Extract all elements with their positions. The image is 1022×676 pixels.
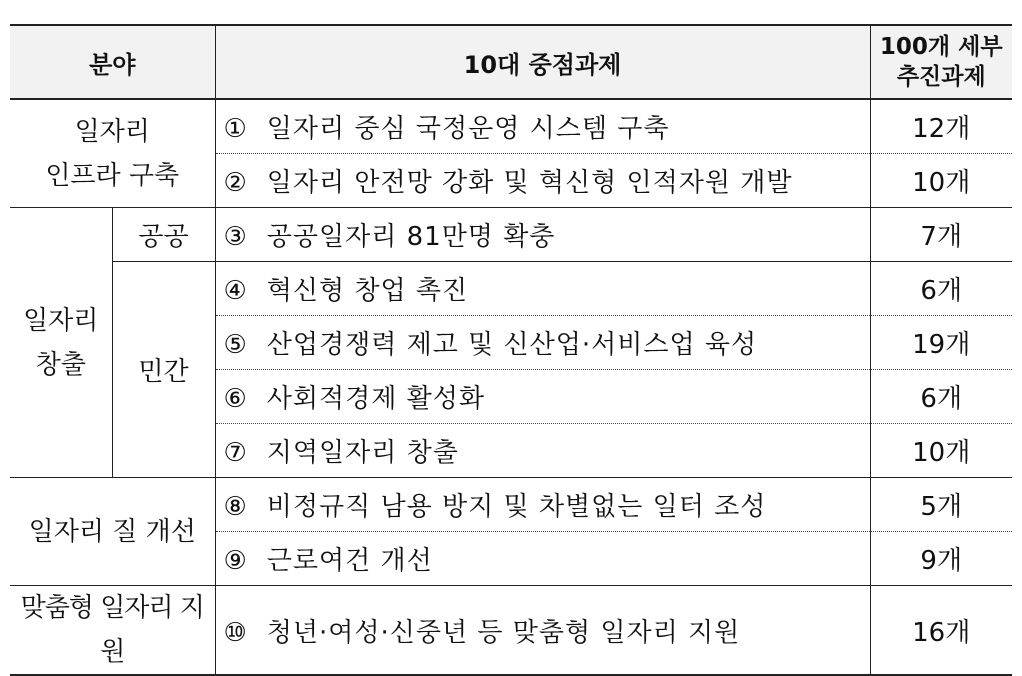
header-field: 분야	[10, 25, 215, 99]
count-cell: 6개	[870, 262, 1012, 316]
header-count-line1: 100개 세부	[879, 34, 1003, 60]
table-row	[10, 208, 1012, 262]
header-tasks: 10대 중점과제	[215, 25, 870, 99]
sub-private: 민간	[112, 262, 215, 478]
task-cell	[215, 99, 870, 154]
field-job-quality: 일자리 질 개선	[10, 478, 215, 586]
task-text: 사회적경제 활성화	[266, 384, 485, 414]
task-number: ④	[223, 276, 248, 306]
task-text: 근로여건 개선	[266, 546, 433, 576]
task-cell	[215, 262, 870, 316]
header-count-line2: 추진과제	[896, 64, 986, 90]
table-row	[10, 99, 1012, 154]
task-text: 일자리 중심 국정운영 시스템 구축	[266, 114, 670, 144]
table-row	[10, 262, 1012, 316]
task-number: ①	[223, 114, 248, 144]
task-table	[10, 24, 1012, 676]
count-cell: 19개	[870, 316, 1012, 370]
task-cell	[215, 424, 870, 478]
task-text: 청년·여성·신중년 등 맞춤형 일자리 지원	[266, 617, 741, 648]
header-row	[10, 25, 1012, 99]
task-text: 비정규직 남용 방지 및 차별없는 일터 조성	[266, 492, 767, 522]
task-text: 지역일자리 창출	[266, 438, 459, 468]
task-number: ⑦	[223, 438, 248, 468]
task-text: 혁신형 창업 촉진	[266, 276, 469, 306]
count-cell: 10개	[870, 424, 1012, 478]
sub-public: 공공	[112, 208, 215, 262]
task-number: ③	[223, 222, 248, 252]
count-cell: 10개	[870, 154, 1012, 208]
field-job-creation	[10, 208, 112, 478]
field-line1: 일자리	[74, 116, 150, 147]
task-number: ⑩	[223, 617, 248, 648]
task-cell	[215, 532, 870, 586]
task-cell	[215, 154, 870, 208]
task-text: 산업경쟁력 제고 및 신산업·서비스업 육성	[266, 330, 758, 360]
count-cell: 12개	[870, 99, 1012, 154]
field-line2: 창출	[35, 349, 86, 380]
task-text: 공공일자리 81만명 확충	[266, 222, 556, 252]
header-count	[870, 25, 1012, 99]
task-text: 일자리 안전망 강화 및 혁신형 인적자원 개발	[266, 168, 793, 198]
count-cell: 16개	[870, 586, 1012, 676]
task-number: ⑥	[223, 384, 248, 414]
field-line2: 인프라 구축	[45, 160, 180, 191]
table-row	[10, 478, 1012, 532]
task-number: ⑧	[223, 492, 248, 522]
field-infrastructure	[10, 99, 215, 208]
task-cell	[215, 370, 870, 424]
table-row	[10, 586, 1012, 676]
task-number: ⑨	[223, 546, 248, 576]
task-cell	[215, 316, 870, 370]
task-cell	[215, 208, 870, 262]
task-number: ②	[223, 168, 248, 198]
count-cell: 5개	[870, 478, 1012, 532]
count-cell: 9개	[870, 532, 1012, 586]
field-line1: 일자리	[23, 305, 99, 336]
task-number: ⑤	[223, 330, 248, 360]
count-cell: 6개	[870, 370, 1012, 424]
field-customized-support: 맞춤형 일자리 지원	[10, 586, 215, 676]
count-cell: 7개	[870, 208, 1012, 262]
task-cell	[215, 478, 870, 532]
task-cell	[215, 586, 870, 676]
